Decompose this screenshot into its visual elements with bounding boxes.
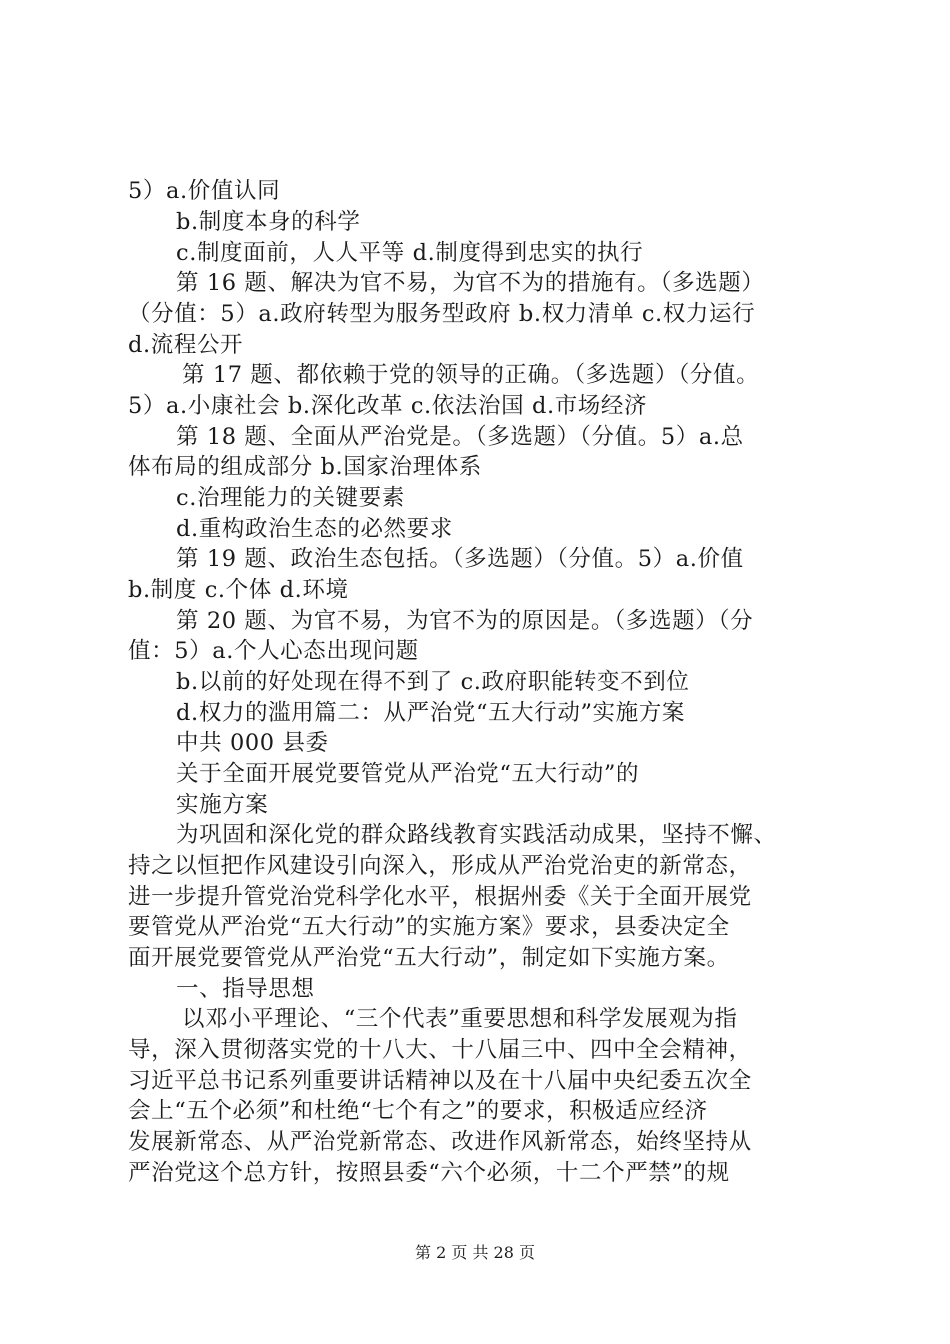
section-heading: 中共 000 县委 bbox=[176, 730, 329, 756]
paragraph-line: 要管党从严治党“五大行动”的实施方案》要求，县委决定全 bbox=[128, 914, 730, 940]
question-line: 第 16 题、解决为官不易，为官不为的措施有。（多选题） bbox=[176, 270, 765, 296]
body-line: 5）a.小康社会 b.深化改革 c.依法治国 d.市场经济 bbox=[128, 393, 648, 419]
paragraph-line: 导，深入贯彻落实党的十八大、十八届三中、四中全会精神， bbox=[128, 1037, 752, 1063]
body-line: 体布局的组成部分 b.国家治理体系 bbox=[128, 454, 482, 480]
body-line: c.治理能力的关键要素 bbox=[176, 485, 405, 511]
body-line: 值：5）a.个人心态出现问题 bbox=[128, 638, 419, 664]
paragraph-line: 以邓小平理论、“三个代表”重要思想和科学发展观为指 bbox=[182, 1006, 738, 1032]
question-line: 第 18 题、全面从严治党是。（多选题）（分值。5）a.总 bbox=[176, 424, 744, 450]
paragraph-line: 发展新常态、从严治党新常态、改进作风新常态，始终坚持从 bbox=[128, 1129, 752, 1155]
paragraph-line: 持之以恒把作风建设引向深入，形成从严治党治吏的新常态， bbox=[128, 853, 752, 879]
section-heading: 实施方案 bbox=[176, 792, 269, 818]
paragraph-line: 为巩固和深化党的群众路线教育实践活动成果，坚持不懈、 bbox=[176, 822, 777, 848]
page-footer: 第 2 页 共 28 页 bbox=[415, 1243, 535, 1262]
paragraph-line: 会上“五个必须”和杜绝“七个有之”的要求，积极适应经济 bbox=[128, 1098, 708, 1124]
body-line: （分值：5）a.政府转型为服务型政府 b.权力清单 c.权力运行 bbox=[128, 301, 756, 327]
question-line: 第 17 题、都依赖于党的领导的正确。（多选题）（分值。 bbox=[182, 362, 760, 388]
body-line: 5）a.价值认同 bbox=[128, 178, 281, 204]
section-heading: 关于全面开展党要管党从严治党“五大行动”的 bbox=[176, 761, 640, 787]
body-line: d.权力的滥用篇二：从严治党“五大行动”实施方案 bbox=[176, 700, 685, 726]
question-line: 第 20 题、为官不易，为官不为的原因是。（多选题）（分 bbox=[176, 608, 754, 634]
body-line: b.制度本身的科学 bbox=[176, 209, 361, 235]
paragraph-line: 严治党这个总方针，按照县委“六个必须，十二个严禁”的规 bbox=[128, 1160, 730, 1186]
body-line: b.制度 c.个体 d.环境 bbox=[128, 577, 349, 603]
section-heading: 一、指导思想 bbox=[176, 976, 315, 1002]
body-line: d.流程公开 bbox=[128, 332, 244, 358]
body-line: b.以前的好处现在得不到了 c.政府职能转变不到位 bbox=[176, 669, 690, 695]
question-line: 第 19 题、政治生态包括。（多选题）（分值。5）a.价值 bbox=[176, 546, 744, 572]
paragraph-line: 习近平总书记系列重要讲话精神以及在十八届中央纪委五次全 bbox=[128, 1068, 752, 1094]
body-line: c.制度面前，人人平等 d.制度得到忠实的执行 bbox=[176, 240, 644, 266]
body-line: d.重构政治生态的必然要求 bbox=[176, 516, 453, 542]
paragraph-line: 进一步提升管党治党科学化水平，根据州委《关于全面开展党 bbox=[128, 884, 752, 910]
paragraph-line: 面开展党要管党从严治党“五大行动”，制定如下实施方案。 bbox=[128, 945, 730, 971]
